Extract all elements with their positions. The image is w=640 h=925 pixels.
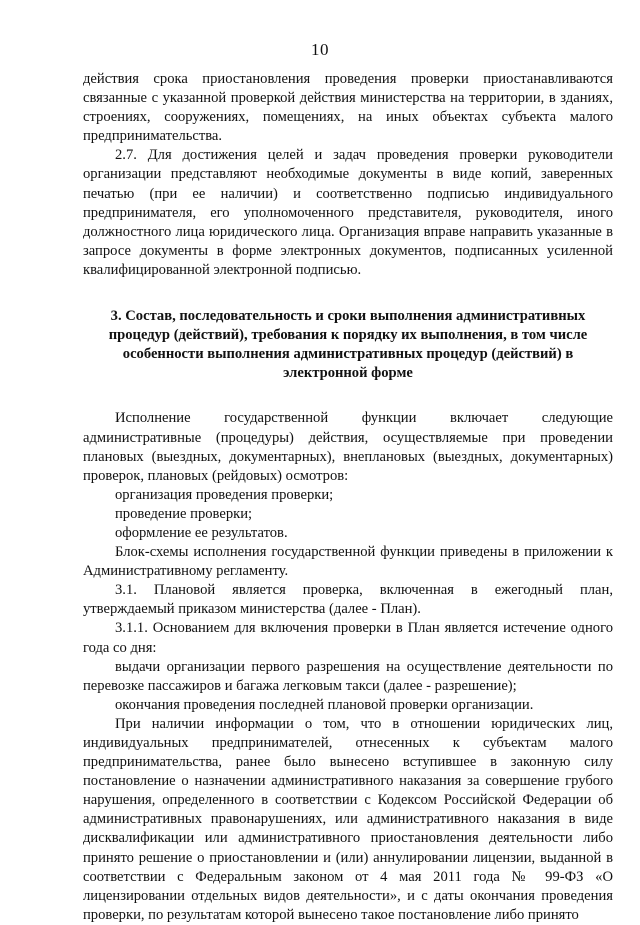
paragraph: 3.1. Плановой является проверка, включенная в ежегодный план, утверждаемый приказом министерства (далее - План). — [83, 582, 613, 618]
paragraph: 3.1.1. Основанием для включения проверки в План является истечение одного года со дня: — [83, 620, 613, 656]
list-item: оформление ее результатов. — [115, 524, 288, 541]
paragraph: Исполнение государственной функции включает следующие административные (процедуры) действия, осуществляемые при проведении плановых (выездных, документарных), внеплановых (выездных, документарных) проверок, плановых (рейдовых) осмотров: — [83, 410, 613, 484]
paragraph: При наличии информации о том, что в отношении юридических лиц, индивидуальных предпринимателей, отнесенных к субъектам малого предпринимательства, ранее было вынесено вступившее в законную силу постановление о назначении административного наказания за совершение грубого нарушения, определенного в соответствии с Кодексом Российской Федерации об административных правонарушениях, или административного наказания в виде дисквалификации или административного приостановления деятельности либо принято решение о приостановлении и (или) аннулировании лицензии, выданной в соответствии с Федеральным законом от 4 мая 2011 года № 99-ФЗ «О лицензировании отдельных видов деятельности», и с даты окончания проведения проверки, по результатам которой вынесено такое постановление либо принято — [83, 715, 613, 923]
paragraph: выдачи организации первого разрешения на осуществление деятельности по перевозке пассажиров и багажа легковым такси (далее - разрешение); — [83, 658, 613, 694]
page-number: 10 — [311, 40, 329, 59]
section-heading: 3. Состав, последовательность и сроки выполнения административных процедур (действий), требования к порядку их выполнения, в том числе особенности выполнения административных процедур (действий) в электронной форме — [108, 308, 588, 382]
document-body — [83, 70, 613, 925]
list-item: проведение проверки; — [115, 505, 253, 522]
paragraph: окончания проведения последней плановой проверки организации. — [115, 696, 534, 713]
paragraph: Блок-схемы исполнения государственной функции приведены в приложении к Административному регламенту. — [83, 544, 613, 580]
list-item: организация проведения проверки; — [115, 486, 334, 503]
paragraph-continuation: действия срока приостановления проведения проверки приостанавливаются связанные с указанной проверкой действия министерства на территории, в зданиях, строениях, сооружениях, помещениях, на иных объектах субъекта малого предпринимательства. — [83, 71, 613, 145]
paragraph-2-7: 2.7. Для достижения целей и задач проведения проверки руководители организации представляют необходимые документы в виде копий, заверенных печатью (при ее наличии) и соответственно подписью индивидуального предпринимателя, его уполномоченного представителя, руководителя, иного должностного лица юридического лица. Организация вправе направить указанные в запросе документы в форме электронных документов, подписанных усиленной квалифицированной электронной подписью. — [83, 147, 613, 278]
